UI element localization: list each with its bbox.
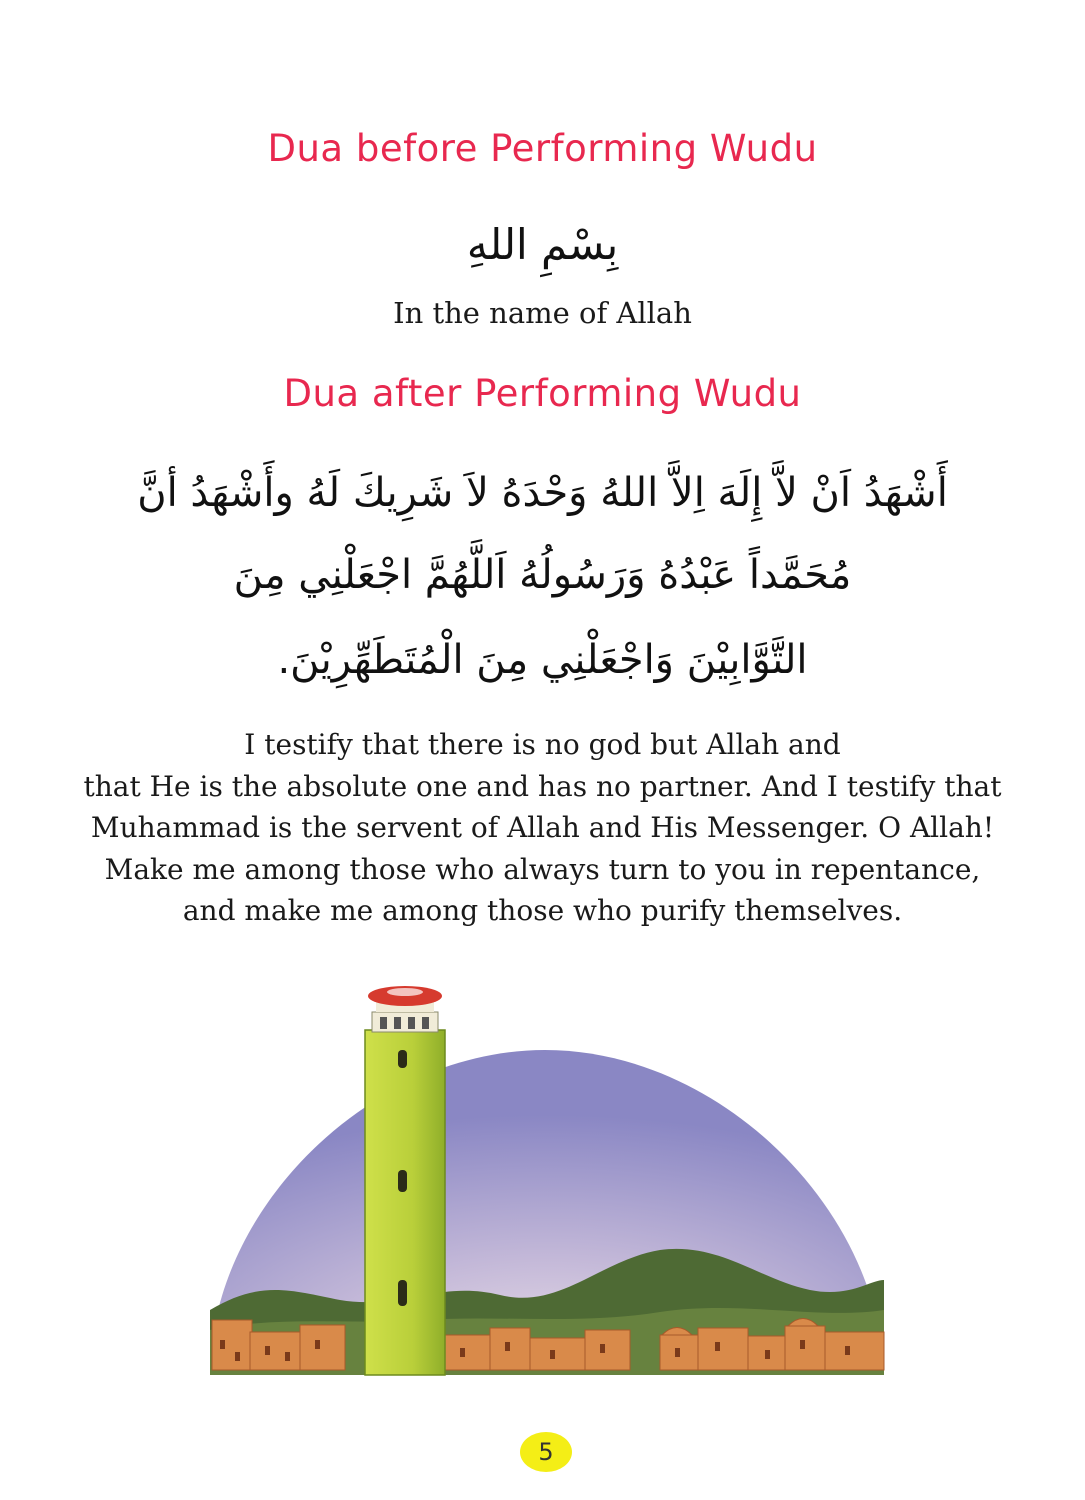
minaret — [365, 986, 445, 1375]
translation-line: I testify that there is no god but Allah and — [244, 728, 841, 761]
translation-line: that He is the absolute one and has no partner. And I testify that — [83, 769, 1002, 803]
heading-after-wudu: Dua after Performing Wudu — [283, 372, 802, 415]
bismillah-translation: In the name of Allah — [393, 296, 692, 330]
bismillah-arabic: بِسْمِ اللهِ — [466, 220, 619, 269]
dua-arabic-line: أَشْهَدُ اَنْ لاَّ إِلَهَ اِلاَّ اللهُ وَحْدَهُ لاَ شَرِيكَ لَهُ وأَشْهَدُ أنَّ — [137, 470, 948, 516]
dua-arabic-line: مُحَمَّداً عَبْدُهُ وَرَسُولُهُ اَللَّهُمَّ اجْعَلْنِي مِنَ — [233, 552, 852, 598]
translation-line: Muhammad is the servent of Allah and His Messenger. O Allah! — [90, 811, 995, 844]
mosque-minaret-illustration — [200, 980, 890, 1390]
dua-translation — [0, 724, 1085, 932]
translation-line: Make me among those who always turn to you in repentance, — [104, 852, 981, 886]
dua-arabic-line: التَّوَّابِيْنَ وَاجْعَلْنِي مِنَ الْمُتَطَهِّرِيْنَ. — [277, 637, 808, 683]
translation-line: and make me among those who purify themselves. — [182, 894, 903, 927]
heading-before-wudu: Dua before Performing Wudu — [267, 127, 818, 170]
page-number-badge: 5 — [520, 1432, 572, 1472]
